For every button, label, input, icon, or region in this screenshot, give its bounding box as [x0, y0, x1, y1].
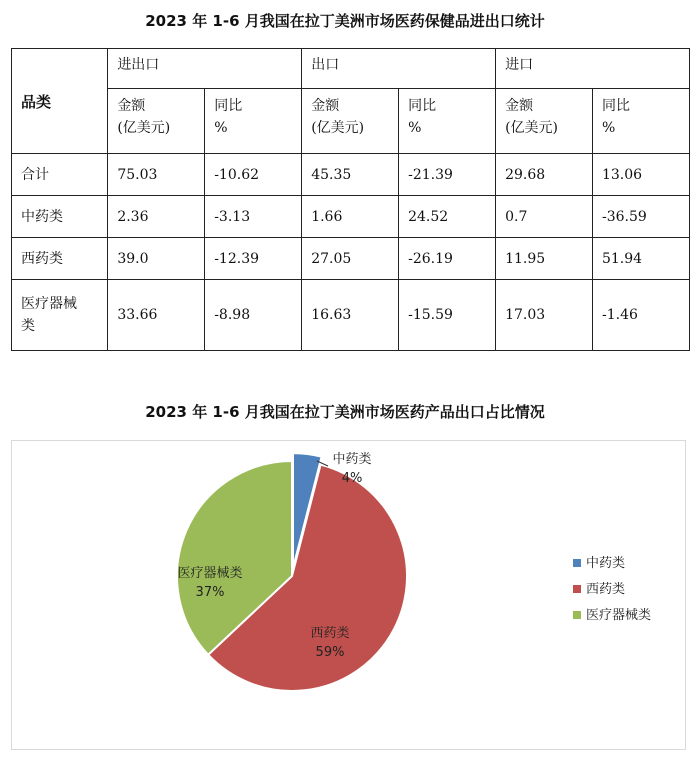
table-cell: 16.63: [302, 280, 399, 351]
group-header-export: 出口: [302, 49, 496, 89]
table-cell: 33.66: [108, 280, 205, 351]
table-row: [12, 280, 690, 351]
table-cell: -8.98: [205, 280, 302, 351]
legend-swatch: [573, 611, 581, 619]
table-cell: 0.7: [496, 196, 593, 238]
table-cell: -3.13: [205, 196, 302, 238]
table-cell: 2.36: [108, 196, 205, 238]
subheader-yoy: 同比 %: [205, 89, 302, 154]
table-cell: 17.03: [496, 280, 593, 351]
row-label: 合计: [12, 154, 108, 196]
table-cell: -10.62: [205, 154, 302, 196]
table-cell: 24.52: [399, 196, 496, 238]
table-title: 2023 年 1-6 月我国在拉丁美洲市场医药保健品进出口统计: [145, 12, 545, 30]
slice-category-label: 中药类: [332, 452, 372, 467]
table-cell: 29.68: [496, 154, 593, 196]
table-cell: 11.95: [496, 238, 593, 280]
table-row: [12, 238, 690, 280]
table-cell: -26.19: [399, 238, 496, 280]
group-header-import: 进口: [496, 49, 690, 89]
table-cell: -36.59: [592, 196, 689, 238]
slice-category-label: 西药类: [310, 626, 350, 641]
row-label: 中药类: [12, 196, 108, 238]
table-cell: -1.46: [592, 280, 689, 351]
table-cell: -21.39: [399, 154, 496, 196]
legend-label: 中药类: [586, 556, 626, 571]
slice-percent-label: 4%: [341, 471, 363, 486]
subheader-yoy: 同比 %: [399, 89, 496, 154]
pie-chart: [12, 441, 687, 751]
table-cell: 39.0: [108, 238, 205, 280]
slice-category-label: 医疗器械类: [177, 566, 243, 581]
table-cell: 27.05: [302, 238, 399, 280]
subheader-yoy: 同比 %: [592, 89, 689, 154]
legend-swatch: [573, 585, 581, 593]
row-label: 西药类: [12, 238, 108, 280]
subheader-amount: 金额 (亿美元): [496, 89, 593, 154]
subheader-amount: 金额 (亿美元): [108, 89, 205, 154]
legend-label: 医疗器械类: [586, 608, 652, 623]
table-cell: -12.39: [205, 238, 302, 280]
subheader-amount: 金额 (亿美元): [302, 89, 399, 154]
table-cell: 51.94: [592, 238, 689, 280]
table-row: [12, 196, 690, 238]
slice-percent-label: 59%: [315, 645, 345, 660]
pie-chart-frame: [11, 440, 686, 750]
row-label: 医疗器械 类: [12, 280, 108, 351]
group-header-total: 进出口: [108, 49, 302, 89]
trade-stats-table: [11, 48, 690, 351]
table-cell: 75.03: [108, 154, 205, 196]
table-cell: -15.59: [399, 280, 496, 351]
chart-title: 2023 年 1-6 月我国在拉丁美洲市场医药产品出口占比情况: [145, 403, 545, 421]
table-cell: 45.35: [302, 154, 399, 196]
slice-percent-label: 37%: [195, 585, 225, 600]
table-cell: 1.66: [302, 196, 399, 238]
category-header: 品类: [12, 49, 108, 154]
legend-label: 西药类: [586, 582, 626, 597]
table-cell: 13.06: [592, 154, 689, 196]
legend-swatch: [573, 559, 581, 567]
table-row: [12, 154, 690, 196]
